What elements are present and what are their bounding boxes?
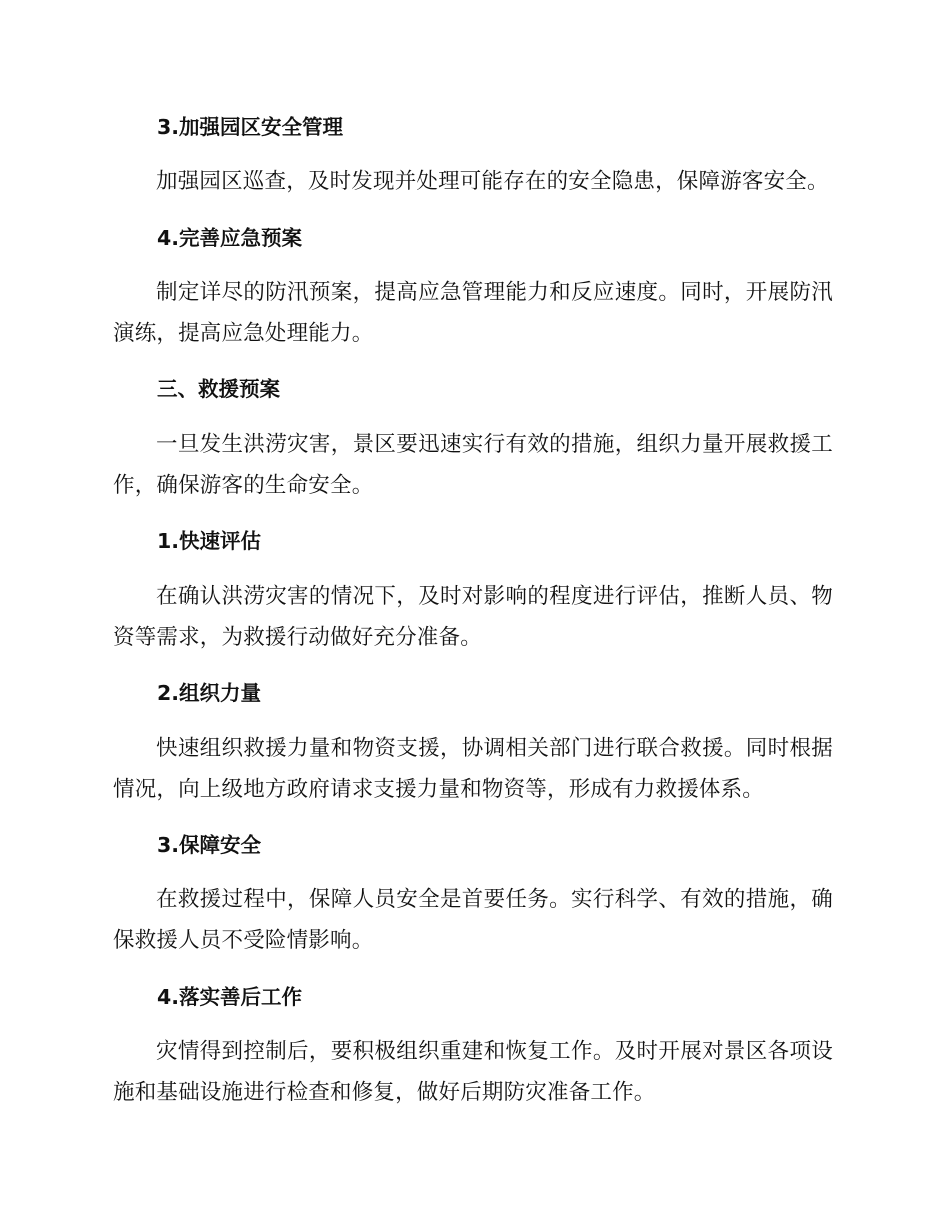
section-heading: 1.快速评估 (157, 529, 262, 553)
section-heading: 三、救援预案 (157, 377, 280, 401)
section-paragraph: 在确认洪涝灾害的情况下，及时对影响的程度进行评估，推断人员、物资等需求，为救援行动做好充分准备。 (113, 584, 833, 650)
section-paragraph: 快速组织救援力量和物资支援，协调相关部门进行联合救援。同时根据情况，向上级地方政府请求支援力量和物资等，形成有力救援体系。 (113, 736, 833, 802)
section-heading: 3.加强园区安全管理 (157, 115, 344, 139)
section-heading: 3.保障安全 (157, 833, 262, 857)
section-paragraph: 一旦发生洪涝灾害，景区要迅速实行有效的措施，组织力量开展救援工作，确保游客的生命安全。 (113, 432, 833, 498)
section-heading: 2.组织力量 (157, 681, 262, 705)
section-paragraph: 灾情得到控制后，要积极组织重建和恢复工作。及时开展对景区各项设施和基础设施进行检查和修复，做好后期防灾准备工作。 (113, 1039, 833, 1105)
section-heading: 4.落实善后工作 (157, 985, 303, 1009)
section-paragraph: 制定详尽的防汛预案，提高应急管理能力和反应速度。同时，开展防汛演练，提高应急处理能力。 (113, 280, 833, 346)
section-paragraph: 在救援过程中，保障人员安全是首要任务。实行科学、有效的措施，确保救援人员不受险情影响。 (113, 887, 833, 953)
section-paragraph: 加强园区巡查，及时发现并处理可能存在的安全隐患，保障游客安全。 (156, 169, 829, 194)
section-heading: 4.完善应急预案 (157, 226, 303, 250)
